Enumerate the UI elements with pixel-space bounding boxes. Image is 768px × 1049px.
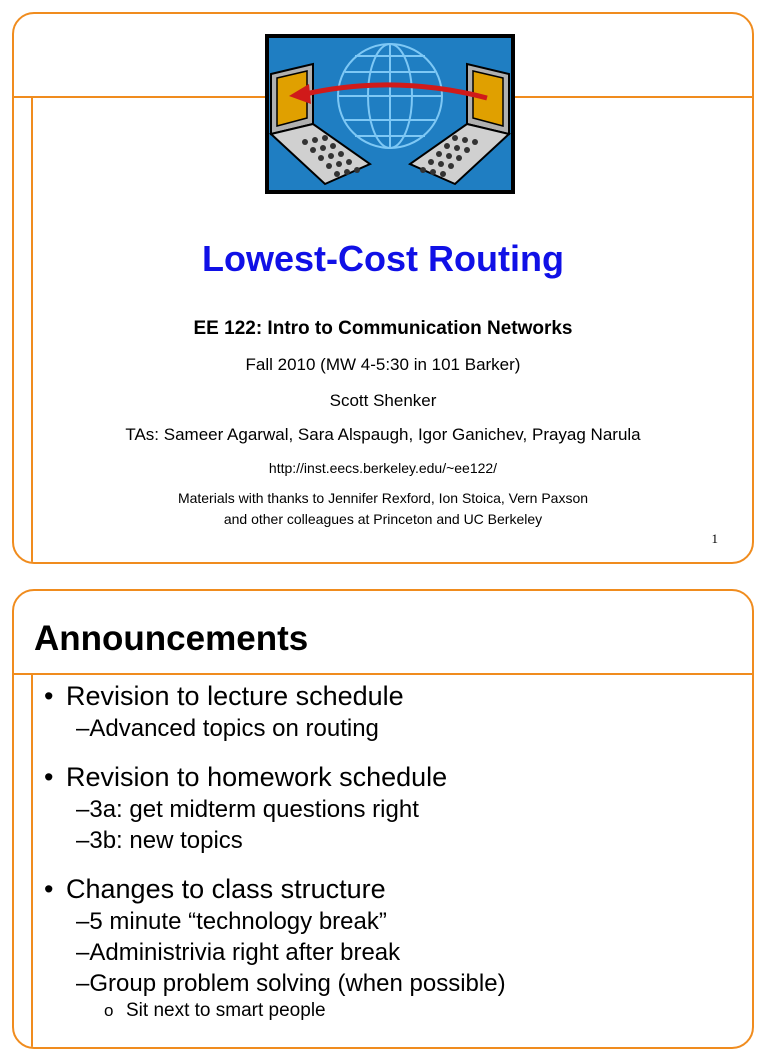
sub-sub-bullet-text: Sit next to smart people <box>126 1000 326 1021</box>
bullet-text: Revision to homework schedule <box>66 762 448 792</box>
sub-bullet-item <box>44 906 732 937</box>
bullet-marker: • <box>44 762 54 792</box>
sub-bullet-marker: – <box>76 796 90 823</box>
acknowledgements <box>14 488 752 530</box>
sub-bullet-item <box>44 968 732 999</box>
bullet-item <box>44 760 732 794</box>
instructor-name: Scott Shenker <box>329 391 437 410</box>
acknowledgements-line-2: and other colleagues at Princeton and UC Berkeley <box>223 511 543 527</box>
header-rule <box>14 673 752 675</box>
sub-bullet-text: Group problem solving (when possible) <box>89 970 506 997</box>
title-slide <box>12 12 754 564</box>
bullet-item <box>44 872 732 906</box>
sub-bullet-marker: – <box>76 939 90 966</box>
bullet-marker: • <box>44 681 54 711</box>
sub-sub-bullet-marker: o <box>104 1001 114 1020</box>
ta-list: TAs: Sameer Agarwal, Sara Alspaugh, Igor Ganichev, Prayag Narula <box>125 425 641 444</box>
term-info: Fall 2010 (MW 4-5:30 in 101 Barker) <box>245 355 521 374</box>
sub-bullet-item <box>44 794 732 825</box>
slide-title: Announcements <box>34 619 309 658</box>
sub-bullet-item <box>44 713 732 744</box>
bullet-group <box>44 872 732 1023</box>
side-rule <box>31 673 33 1047</box>
bullet-item <box>44 679 732 713</box>
sub-bullet-marker: – <box>76 908 90 935</box>
bullet-marker: • <box>44 874 54 904</box>
acknowledgements-line-1: Materials with thanks to Jennifer Rexford, Ion Stoica, Vern Paxson <box>177 490 589 506</box>
sub-bullet-text: Advanced topics on routing <box>89 715 379 742</box>
sub-bullet-item <box>44 825 732 856</box>
bullet-text: Revision to lecture schedule <box>66 681 404 711</box>
sub-bullet-marker: – <box>76 970 90 997</box>
sub-bullet-text: 5 minute “technology break” <box>89 908 387 935</box>
announcements-slide <box>12 589 754 1049</box>
sub-bullet-item <box>44 937 732 968</box>
sub-bullet-text: 3a: get midterm questions right <box>89 796 419 823</box>
networked-laptops-globe-icon <box>265 34 515 194</box>
course-name: EE 122: Intro to Communication Networks <box>193 318 573 339</box>
bullet-text: Changes to class structure <box>66 874 386 904</box>
course-url: http://inst.eecs.berkeley.edu/~ee122/ <box>268 460 498 476</box>
slide-title: Lowest-Cost Routing <box>202 238 564 279</box>
bullet-group <box>44 760 732 856</box>
page-number: 1 <box>711 531 718 546</box>
sub-bullet-marker: – <box>76 827 90 854</box>
sub-bullet-marker: – <box>76 715 90 742</box>
sub-bullet-text: Administrivia right after break <box>89 939 401 966</box>
bullet-list <box>44 679 732 1039</box>
sub-bullet-text: 3b: new topics <box>89 827 243 854</box>
sub-sub-bullet-item <box>44 999 732 1023</box>
bullet-group <box>44 679 732 744</box>
